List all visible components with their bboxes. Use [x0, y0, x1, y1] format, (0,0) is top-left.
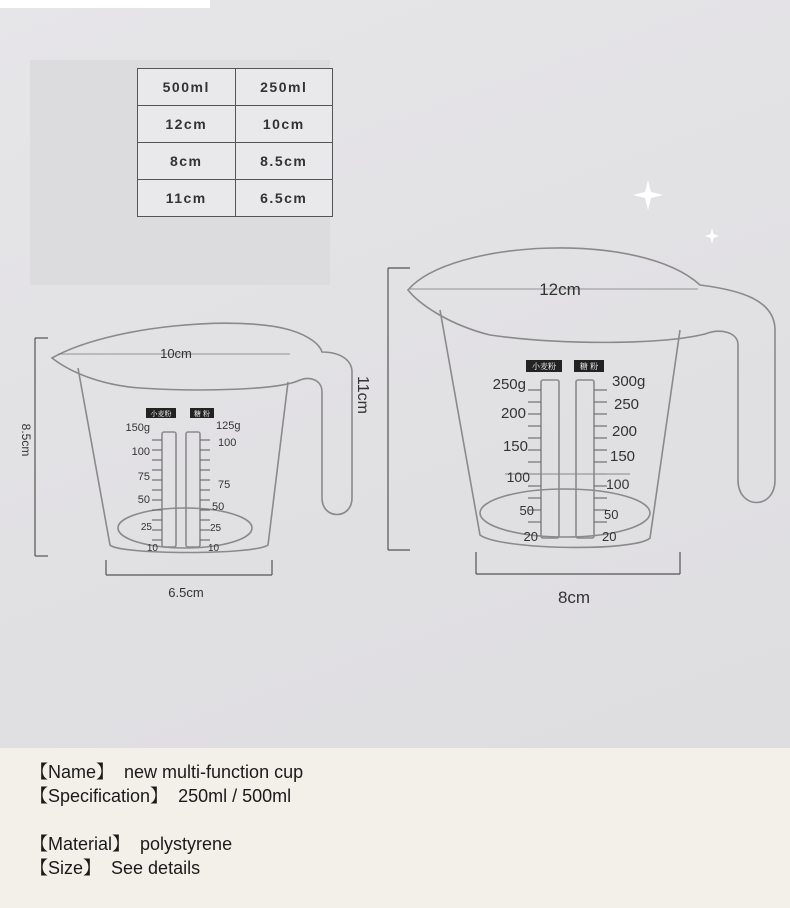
large-left-tick: 50 [519, 503, 534, 518]
small-right-label: 糖 粉 [194, 411, 210, 418]
small-cup [35, 323, 352, 575]
large-top-width: 12cm [539, 280, 581, 299]
large-base-width: 8cm [557, 588, 591, 607]
small-height: 8.5cm [19, 423, 33, 457]
small-left-tick: 100 [131, 446, 150, 458]
product-details [30, 760, 303, 880]
large-right-tick: 100 [606, 476, 630, 492]
detail-label: 【Name】 [30, 762, 115, 782]
small-right-tick: 75 [218, 479, 231, 491]
sparkle-icon [633, 180, 719, 244]
detail-value: 250ml / 500ml [178, 786, 292, 806]
small-left-tick: 50 [137, 494, 150, 506]
detail-material [30, 832, 303, 856]
small-left-tick: 150g [125, 422, 150, 434]
small-base-width: 6.5cm [168, 585, 204, 600]
detail-size [30, 856, 303, 880]
spec-cell: 8cm [138, 143, 236, 180]
large-left-tick: 200 [500, 405, 526, 422]
large-right-tick: 300g [612, 373, 646, 390]
detail-label: 【Specification】 [30, 786, 169, 806]
large-cup [388, 248, 775, 574]
detail-value: polystyrene [140, 834, 233, 854]
small-right-tick: 100 [218, 437, 237, 449]
detail-name [30, 760, 303, 784]
large-left-tick: 100 [506, 469, 530, 485]
large-left-tick: 250g [492, 376, 526, 393]
small-left-tick: 10 [146, 543, 158, 554]
small-left-tick: 25 [140, 522, 152, 533]
large-right-tick: 20 [602, 529, 617, 544]
small-left-tick: 75 [137, 471, 150, 483]
small-right-tick: 10 [208, 543, 220, 554]
small-right-tick: 50 [212, 501, 225, 513]
large-right-label: 糖 粉 [579, 362, 599, 371]
large-right-tick: 200 [612, 423, 638, 440]
large-left-tick: 20 [523, 529, 538, 544]
spec-cell: 10cm [235, 106, 333, 143]
small-left-label: 小麦粉 [150, 411, 172, 418]
large-right-tick: 50 [604, 507, 619, 522]
spacer [30, 808, 303, 832]
large-right-tick: 150 [610, 448, 636, 465]
large-left-tick: 150 [502, 438, 528, 455]
spec-cell: 6.5cm [235, 180, 333, 217]
small-right-tick: 25 [210, 523, 222, 534]
small-top-width: 10cm [160, 346, 192, 361]
spec-cell: 11cm [138, 180, 236, 217]
detail-specification [30, 784, 303, 808]
detail-label: 【Size】 [30, 858, 102, 878]
spec-cell: 8.5cm [235, 143, 333, 180]
small-cup-labels [19, 346, 240, 600]
spec-cell: 12cm [138, 106, 236, 143]
spec-cell: 500ml [138, 69, 236, 106]
large-cup-labels [354, 280, 645, 607]
small-right-tick: 125g [216, 420, 241, 432]
large-height: 11cm [354, 376, 371, 414]
large-right-tick: 250 [614, 396, 640, 413]
detail-label: 【Material】 [30, 834, 131, 854]
detail-value: new multi-function cup [124, 762, 304, 782]
detail-value: See details [111, 858, 201, 878]
spec-cell: 250ml [235, 69, 333, 106]
large-left-label: 小麦粉 [532, 362, 556, 371]
